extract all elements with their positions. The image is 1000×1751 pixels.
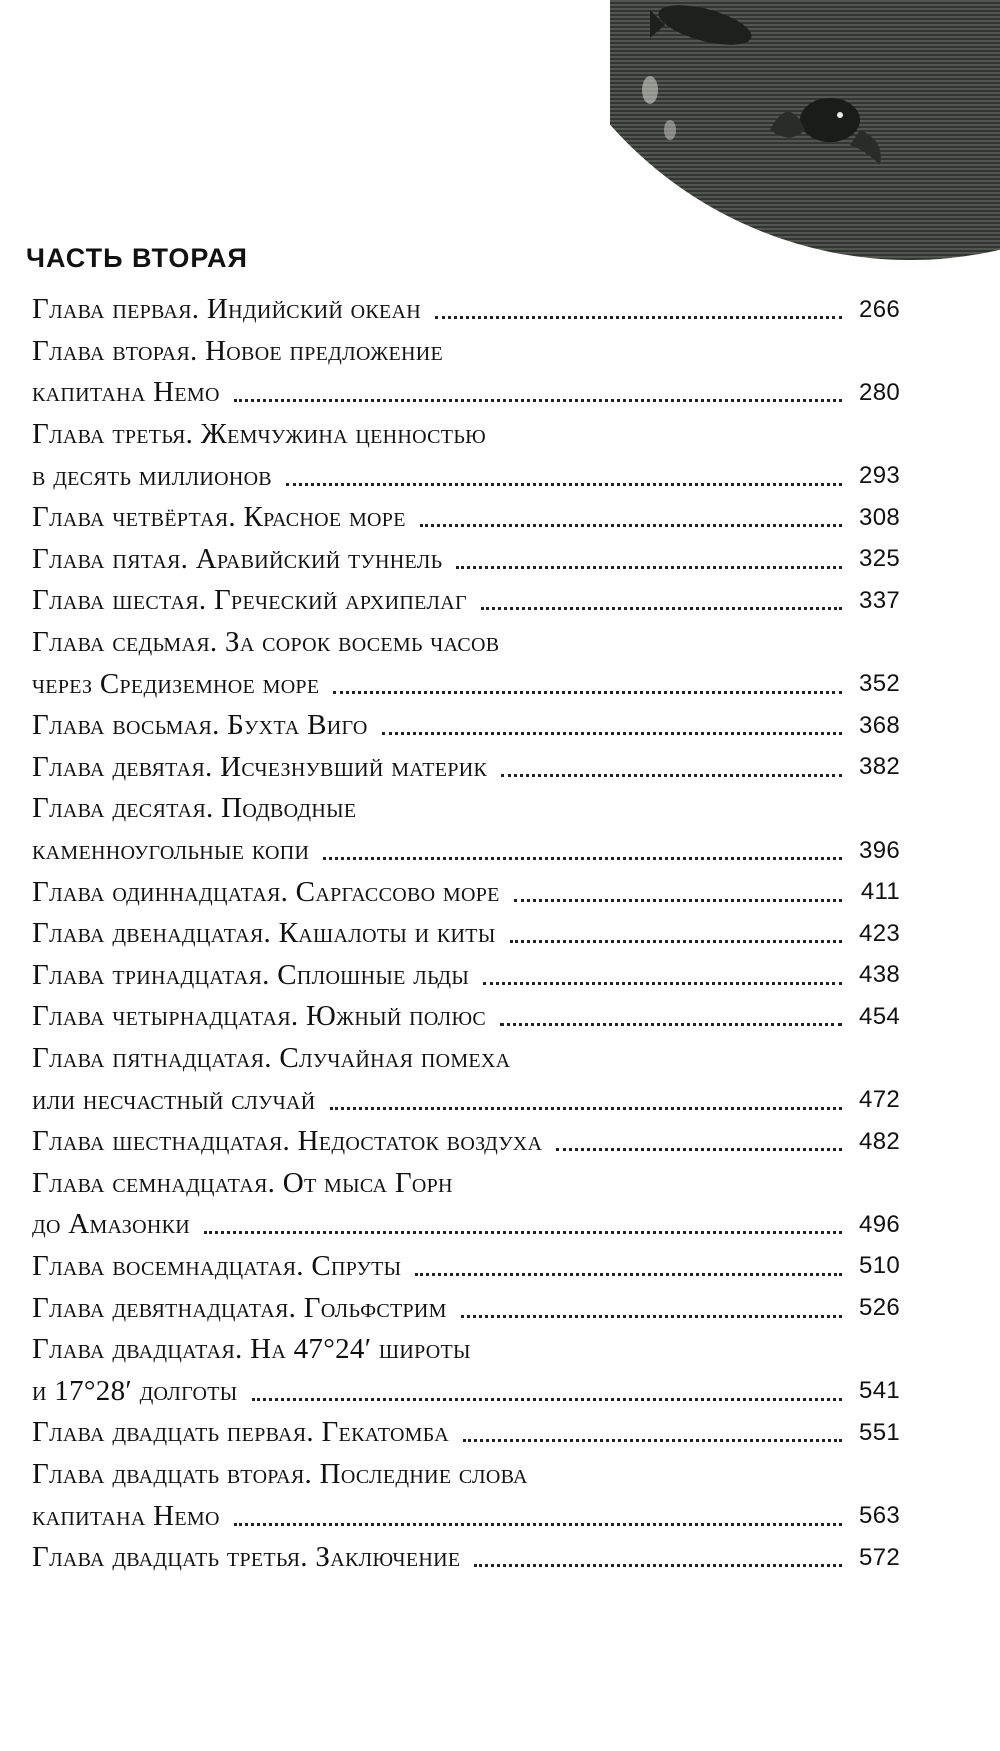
- chapter-title: капитана Немо: [32, 376, 220, 409]
- chapter-title: Глава двадцать первая. Гекатомба: [32, 1416, 450, 1449]
- chapter-title: или несчастный случай: [32, 1083, 316, 1116]
- dot-leader: [323, 847, 842, 860]
- toc-entry-line: [32, 1537, 900, 1579]
- dot-leader: [330, 1097, 842, 1110]
- toc-entry-line: [32, 539, 900, 581]
- chapter-title: Глава двенадцатая. Кашалоты и киты: [32, 917, 496, 950]
- undersea-engraving-illustration: [610, 0, 1000, 272]
- chapter-title: Глава шестнадцатая. Недостаток воздуха: [32, 1125, 543, 1158]
- page-number: 551: [859, 1418, 900, 1446]
- page-number: 563: [859, 1502, 900, 1530]
- page-number: 396: [859, 836, 900, 864]
- chapter-title: Глава двадцатая. На 47°24′ широты: [32, 1333, 471, 1366]
- toc-entry-line: [32, 580, 900, 622]
- toc-entry-line: [32, 455, 900, 497]
- toc-entry-line: [32, 1495, 900, 1537]
- dot-leader: [474, 1554, 842, 1567]
- chapter-title: и 17°28′ долготы: [32, 1374, 238, 1407]
- toc-entry-line: [32, 996, 900, 1038]
- chapter-title: Глава первая. Индийский океан: [32, 293, 422, 326]
- toc-entry-line: [32, 830, 900, 872]
- toc-entry-line: [32, 622, 900, 664]
- chapter-title: Глава четырнадцатая. Южный полюс: [32, 1000, 486, 1033]
- page-number: 325: [859, 545, 900, 573]
- toc-entry-line: [32, 497, 900, 539]
- chapter-title: Глава двадцать третья. Заключение: [32, 1541, 461, 1574]
- page-number: 293: [859, 462, 900, 490]
- chapter-title: Глава девятая. Исчезнувший материк: [32, 750, 488, 783]
- dot-leader: [234, 1513, 842, 1526]
- toc-entry-line: [32, 1121, 900, 1163]
- page-number: 423: [859, 919, 900, 947]
- chapter-title: Глава десятая. Подводные: [32, 792, 357, 825]
- chapter-title: Глава пятнадцатая. Случайная помеха: [32, 1041, 511, 1074]
- toc-entry-line: [32, 1038, 900, 1080]
- chapter-title: Глава девятнадцатая. Гольфстрим: [32, 1291, 447, 1324]
- toc-entry-line: [32, 1287, 900, 1329]
- toc-entry-line: [32, 1246, 900, 1288]
- chapter-title: Глава семнадцатая. От мыса Горн: [32, 1166, 453, 1199]
- dot-leader: [510, 930, 842, 943]
- dot-leader: [382, 722, 842, 735]
- page-number: 352: [859, 670, 900, 698]
- toc-entry-line: [32, 747, 900, 789]
- dot-leader: [463, 1429, 842, 1442]
- page-number: 541: [859, 1377, 900, 1405]
- page-number: 337: [859, 586, 900, 614]
- toc-entry-line: [32, 1370, 900, 1412]
- toc-entry-line: [32, 1162, 900, 1204]
- dot-leader: [514, 889, 842, 902]
- chapter-title: капитана Немо: [32, 1499, 220, 1532]
- toc-entry-line: [32, 705, 900, 747]
- page-number: 572: [859, 1543, 900, 1571]
- dot-leader: [415, 1263, 842, 1276]
- dot-leader: [286, 473, 842, 486]
- page-number: 280: [859, 378, 900, 406]
- dot-leader: [461, 1305, 842, 1318]
- table-of-contents: [32, 289, 900, 1578]
- page-number: 266: [859, 295, 900, 323]
- chapter-title: Глава тринадцатая. Сплошные льды: [32, 958, 470, 991]
- chapter-title: Глава третья. Жемчужина ценностью: [32, 418, 486, 451]
- dot-leader: [252, 1388, 842, 1401]
- dot-leader: [500, 1013, 842, 1026]
- chapter-title: Глава четвёртая. Красное море: [32, 501, 406, 534]
- toc-entry-line: [32, 663, 900, 705]
- chapter-title: в десять миллионов: [32, 459, 272, 492]
- toc-entry-line: [32, 1454, 900, 1496]
- page-number: 510: [859, 1252, 900, 1280]
- toc-entry-line: [32, 913, 900, 955]
- toc-entry-line: [32, 1329, 900, 1371]
- dot-leader: [234, 389, 842, 402]
- page-number: 368: [859, 711, 900, 739]
- toc-entry-line: [32, 289, 900, 331]
- dot-leader: [204, 1221, 842, 1234]
- chapter-title: Глава одиннадцатая. Саргассово море: [32, 875, 500, 908]
- toc-entry-line: [32, 1412, 900, 1454]
- page-number: 438: [859, 961, 900, 989]
- toc-entry-line: [32, 1079, 900, 1121]
- chapter-title: Глава седьмая. За сорок восемь часов: [32, 626, 500, 659]
- page-number: 382: [859, 753, 900, 781]
- toc-entry-line: [32, 414, 900, 456]
- page-number: 482: [859, 1127, 900, 1155]
- page-number: 411: [860, 878, 900, 906]
- dot-leader: [333, 681, 842, 694]
- chapter-title: Глава пятая. Аравийский туннель: [32, 542, 443, 575]
- chapter-title: Глава вторая. Новое предложение: [32, 334, 443, 367]
- chapter-title: до Амазонки: [32, 1208, 190, 1241]
- dot-leader: [456, 556, 842, 569]
- chapter-title: Глава восьмая. Бухта Виго: [32, 709, 368, 742]
- chapter-title: Глава восемнадцатая. Спруты: [32, 1249, 402, 1282]
- chapter-title: Глава двадцать вторая. Последние слова: [32, 1457, 528, 1490]
- chapter-title: каменноугольные копи: [32, 834, 310, 867]
- toc-entry-line: [32, 788, 900, 830]
- page-number: 496: [859, 1210, 900, 1238]
- dot-leader: [483, 972, 842, 985]
- page-number: 308: [859, 503, 900, 531]
- toc-entry-line: [32, 1204, 900, 1246]
- page-number: 454: [859, 1002, 900, 1030]
- dot-leader: [481, 597, 842, 610]
- part-title: ЧАСТЬ ВТОРАЯ: [26, 243, 248, 273]
- dot-leader: [420, 514, 842, 527]
- chapter-title: Глава шестая. Греческий архипелаг: [32, 584, 467, 617]
- toc-entry-line: [32, 372, 900, 414]
- toc-entry-line: [32, 955, 900, 997]
- chapter-title: через Средиземное море: [32, 667, 320, 700]
- toc-entry-line: [32, 331, 900, 373]
- page-number: 526: [859, 1294, 900, 1322]
- dot-leader: [501, 764, 842, 777]
- toc-entry-line: [32, 871, 900, 913]
- page-number: 472: [859, 1086, 900, 1114]
- dot-leader: [556, 1138, 842, 1151]
- dot-leader: [435, 306, 842, 319]
